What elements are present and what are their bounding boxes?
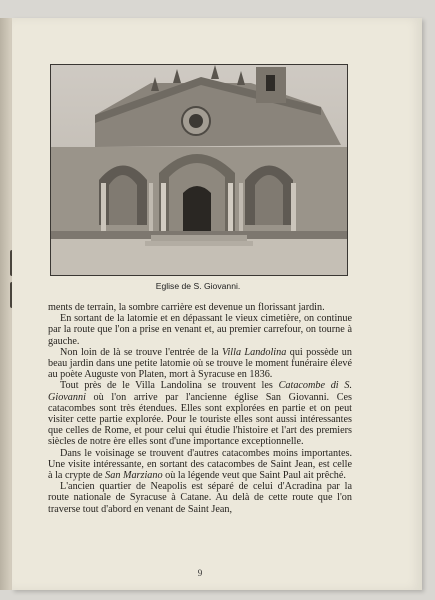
- paragraph: [48, 448, 352, 482]
- page-number: 9: [197, 568, 203, 578]
- italic-term: Villa Landolina: [221, 346, 287, 358]
- paragraph: [48, 302, 352, 313]
- paragraph: [48, 313, 352, 347]
- italic-term: Catacombe di S. Giovanni: [48, 380, 352, 403]
- italic-term: San Marziano: [105, 470, 163, 482]
- text-run: Non loin de là se trouve l'entrée de la: [60, 346, 222, 358]
- photo-caption: Eglise de S. Giovanni.: [155, 281, 241, 291]
- paragraph: [48, 347, 352, 381]
- text-run: Tout près de le Villa Landolina se trouvent les: [60, 380, 279, 392]
- paragraph: [48, 380, 352, 447]
- text-run: ments de terrain, la sombre carrière est devenue un florissant jardin.: [48, 302, 325, 313]
- paragraph: [48, 481, 352, 515]
- text-run: où la légende veut que Saint Paul ait prêché.: [162, 470, 346, 482]
- body-text: [48, 302, 352, 515]
- text-run: En sortant de la latomie et en dépassant le vieux cimetière, on continue par la route que l'on a prise en venant et, au premier carrefour, on tourne à gauche.: [48, 313, 352, 347]
- text-run: L'ancien quartier de Neapolis est séparé de celui d'Acradina par la route nationale de Syracuse à Catane. Au delà de cette route que l'on traverse tout d'abord en venant de Saint Jean,: [48, 481, 352, 515]
- text-run: Dans le voisinage se trouvent d'autres catacombes moins importantes. Une visite intéressante, en sortant des catacombes de Saint Jean, est celle à la crypte de: [48, 447, 352, 482]
- church-photo: [50, 64, 348, 276]
- text-run: où l'on arrive par l'ancienne église San Giovanni. Ces catacombes sont très étendues. Elles sont explorées en partie et on peut visiter cette partie explorée. Pour le touriste elles sont aussi intéressantes que celles de Rome, et pour celui qui étudie l'histoire et l'art des premiers siècles de notre ère elles sont d'une importance exceptionnelle.: [48, 391, 352, 448]
- text-run: qui possède un beau jardin dans une petite latomie où se trouve le moment funéraire élevé au poète Auguste von Platen, mort à Syracuse en 1836.: [48, 346, 352, 381]
